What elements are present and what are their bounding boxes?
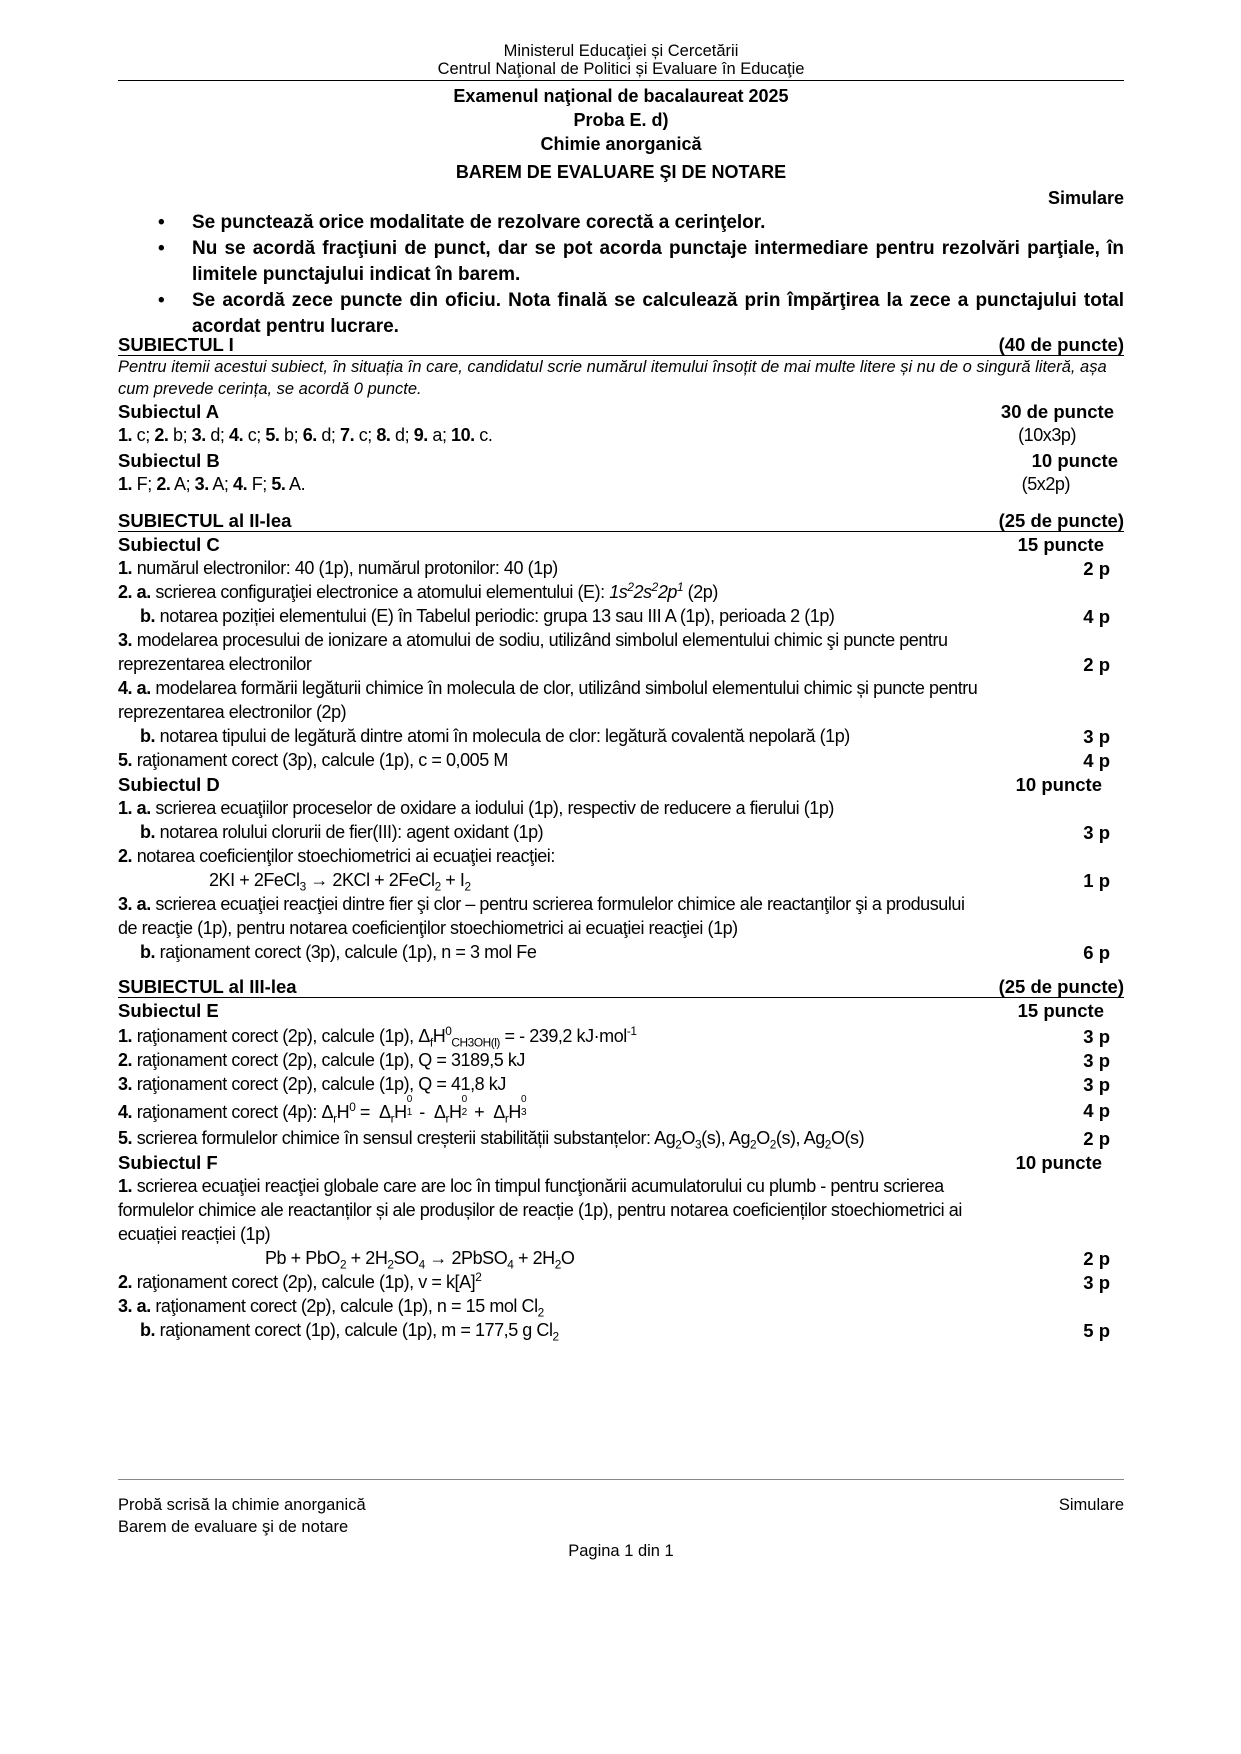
e3-line: 3. raţionament corect (2p), calcule (1p), Q = 41,8 kJ [118,1074,506,1094]
ministry-name: Ministerul Educaţiei și Cercetării [503,42,739,60]
s1a-tally: (10x3p) [1018,425,1076,445]
f3a-line: 3. a. raţionament corect (2p), calcule (1p), n = 15 mol $Cl_2$ [118,1296,544,1320]
s3-points: (25 de puncte) [998,976,1124,997]
s2d-points: 10 puncte [1015,774,1102,795]
c5-points: 4 p [1083,750,1110,771]
f1-points: 2 p [1083,1248,1110,1269]
page-number: Pagina 1 din 1 [568,1542,674,1560]
simulare-label: Simulare [1047,188,1124,208]
s3e-points: 15 puncte [1017,1000,1104,1021]
bullet-icon: • [158,212,165,233]
header-rule [118,80,1124,81]
s2-points: (25 de puncte) [998,510,1124,531]
f1-equation: $Pb + PbO_2 + 2H_2SO_4$ → 2PbSO$_4$ + $2H_2O$ [265,1248,575,1272]
footer-left-2: Barem de evaluare şi de notare [118,1518,349,1536]
f3-points: 5 p [1083,1320,1110,1341]
f1-line3: ecuației reacției (1p) [118,1224,271,1244]
c2a-line: 2. a. scrierea configuraţiei electronice a atomului elementului (E): $1s^22s^22p^1$ (2p) [118,580,718,602]
s2c-title: Subiectul C [118,534,220,555]
bullet-item: • Se acordă zece puncte din oficiu. Nota finală se calculează prin împărţirea la zece a punctajului total acordat pentru lucrare. [158,290,1124,337]
d1a-line: 1. a. scrierea ecuaţiilor proceselor de oxidare a iodului (1p), respectiv de reducere a fierului (1p) [118,798,834,818]
center-name: Centrul Naţional de Politici și Evaluare în Educaţie [437,60,805,78]
bullet-item: • Se punctează orice modalitate de rezolvare corectă a cerinţelor. [158,210,1124,236]
proba-title: Proba E. d) [573,110,669,130]
d1b-line: b. notarea rolului clorurii de fier(III): agent oxidant (1p) [140,822,544,842]
s3f-title: Subiectul F [118,1152,218,1173]
s2-rule [118,531,1124,532]
c3-line1: 3. modelarea procesului de ionizare a atomului de sodiu, utilizând simbolul elementului chimic şi puncte pentru [118,630,948,650]
s3-title: SUBIECTUL al III-lea [118,976,297,997]
footer-left-1: Probă scrisă la chimie anorganică [118,1496,366,1514]
e2-points: 3 p [1083,1050,1110,1071]
bullet-item: • Nu se acordă fracţiuni de punct, dar se pot acorda punctaje intermediare pentru rezolvări parţiale, în limitele punctajului indicat în barem. [158,238,1124,285]
d2-points: 1 p [1083,870,1110,891]
c4a-line1: 4. a. modelarea formării legăturii chimice în molecula de clor, utilizând simbolul elementului chimic și puncte pentru [118,678,978,698]
d3b-line: b. raţionament corect (3p), calcule (1p), n = 3 mol Fe [140,942,537,962]
e2-line: 2. raţionament corect (2p), calcule (1p), Q = 3189,5 kJ [118,1050,525,1070]
d3a-line1: 3. a. scrierea ecuaţiei reacţiei dintre fier şi clor – pentru scrierea formulelor chimice ale reactanţilor şi a produsului [118,894,965,914]
s1-title: SUBIECTUL I [118,334,234,355]
s1a-points: 30 de puncte [1000,401,1114,422]
bullet-icon: • [158,238,165,259]
s1b-points: 10 puncte [1031,450,1118,471]
c4-points: 3 p [1083,726,1110,747]
bullet-icon: • [158,290,165,311]
s3-rule [118,997,1124,998]
c3-points: 2 p [1083,654,1110,675]
f2-points: 3 p [1083,1272,1110,1293]
d1-points: 3 p [1083,822,1110,843]
c4a-line2: reprezentarea electronilor (2p) [118,702,347,722]
e4-line: 4. raţionament corect (4p): $\Delta_rH^0 = \Delta_rH$ 0 1 - $\Delta_rH$ 0 2 + $\Delta_rH$ 0 3 [118,1094,527,1126]
c3-line2: reprezentarea electronilor [118,654,312,674]
s3f-points: 10 puncte [1015,1152,1102,1173]
e5-line: 5. scrierea formulelor chimice în sensul creșterii stabilității substanțelor: $Ag_2O_3(s)$, $Ag_2O_2(s)$, $Ag_2O(s)$ [118,1128,865,1152]
page [118,44,1124,1734]
s1a-answers: 1. c; 2. b; 3. d; 4. c; 5. b; 6. d; 7. c; 8. d; 9. a; 10. c. [118,425,493,445]
e3-points: 3 p [1083,1074,1110,1095]
exam-title: Examenul naţional de bacalaureat 2025 [453,86,789,106]
e4-points: 4 p [1083,1100,1110,1121]
footer-right: Simulare [1058,1496,1124,1514]
d3-points: 6 p [1083,942,1110,963]
f1-line2: formulelor chimice ale reactanților și ale produșilor de reacție (1p), pentru notarea coeficienților stoechiometrici ai [118,1200,962,1220]
c4b-line: b. notarea tipului de legătură dintre atomi în molecula de clor: legătură covalentă nepolară (1p) [140,726,850,746]
f2-line: 2. raţionament corect (2p), calcule (1p), $v = k[A]^2$ [118,1270,482,1292]
footer-rule [118,1479,1124,1480]
c2-points: 4 p [1083,606,1110,627]
s1b-title: Subiectul B [118,450,220,471]
e5-points: 2 p [1083,1128,1110,1149]
subject-title: Chimie anorganică [540,134,702,154]
c1-line: 1. numărul electronilor: 40 (1p), numărul protonilor: 40 (1p) [118,558,558,578]
f3b-line: b. raţionament corect (1p), calcule (1p), m = 177,5 g $Cl_2$ [140,1320,559,1344]
c2b-line: b. notarea poziției elementului (E) în Tabelul periodic: grupa 13 sau III A (1p), perioada 2 (1p) [140,606,835,626]
s3e-title: Subiectul E [118,1000,219,1021]
barem-title: BAREM DE EVALUARE ŞI DE NOTARE [455,162,787,182]
s1b-tally: (5x2p) [1021,474,1070,494]
s2d-title: Subiectul D [118,774,220,795]
f1-line1: 1. scrierea ecuaţiei reacţiei globale care are loc în timpul funcţionării acumulatorului cu plumb - pentru scrierea [118,1176,944,1196]
s1-points: (40 de puncte) [998,334,1124,355]
d2-line: 2. notarea coeficienţilor stoechiometrici ai ecuaţiei reacţiei: [118,846,555,866]
s2c-points: 15 puncte [1017,534,1104,555]
c5-line: 5. raţionament corect (3p), calcule (1p), c = 0,005 M [118,750,508,770]
e1-points: 3 p [1083,1026,1110,1047]
s2-title: SUBIECTUL al II-lea [118,510,292,531]
s1a-title: Subiectul A [118,401,220,422]
e1-line: 1. raţionament corect (2p), calcule (1p), $\Delta_fH^0_{CH3OH(l)}$ = - 239,2 kJ·mol$^{-1}$ [118,1024,637,1050]
d2-equation: 2KI + 2FeCl$_3$ → 2KCl + 2FeCl$_2$ + $I_2$ [209,870,471,894]
s1-note: Pentru itemii acestui subiect, în situația în care, candidatul scrie numărul itemului însoțit de mai multe litere și nu de o singură literă, așa cum prevede cerința, se acordă 0 puncte. [118,358,1107,398]
s1b-answers: 1. F; 2. A; 3. A; 4. F; 5. A. [118,474,306,494]
c1-points: 2 p [1083,558,1110,579]
d3a-line2: de reacţie (1p), pentru notarea coeficienţilor stoechiometrici ai ecuaţiei reacţiei (1p) [118,918,738,938]
